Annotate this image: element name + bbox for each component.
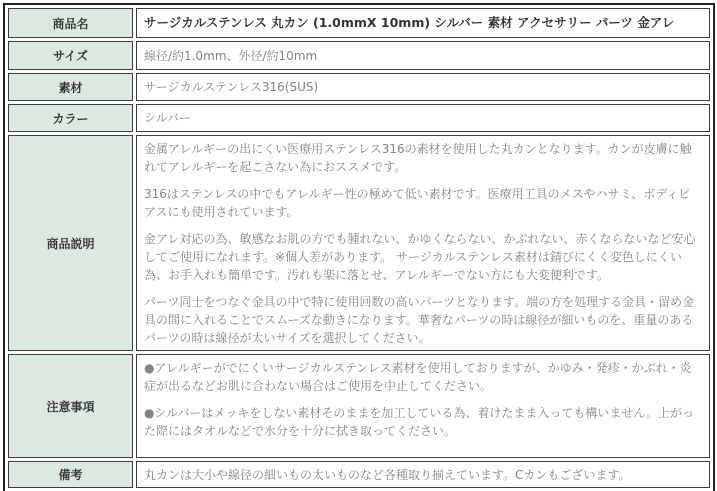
row-label-material: 素材 — [8, 73, 133, 101]
row-label-color: カラー — [8, 104, 133, 132]
remarks-value: 丸カンは大小や線径の細いもの太いものなど各種取り揃えています。Cカンもございます。 — [136, 461, 710, 488]
material-value: サージカルステンレス316(SUS) — [136, 73, 710, 101]
paragraph: ●シルバーはメッキをしない素材そのままを加工している為、着けたまま入っても構いません。上がった際にはタオルなどで水分を十分に拭き取ってください。 — [144, 406, 695, 438]
product-description-value — [136, 135, 710, 351]
size-value: 線径/約1.0mm、外径/約10mm — [136, 41, 710, 70]
row-label-product-name: 商品名 — [8, 8, 133, 38]
table-row-size — [8, 41, 710, 70]
color-value: シルバー — [136, 104, 710, 132]
paragraph: 316はステンレスの中でもアレルギー性の極めて低い素材です。医療用工具のメスやハサミ、ボディピアスにも使用されています。 — [144, 187, 691, 219]
table-row-description — [8, 135, 710, 351]
table-row-product-name — [8, 8, 710, 38]
row-label-remarks: 備考 — [8, 461, 133, 488]
paragraph: 金属アレルギーの出にくい医療用ステンレス316の素材を使用した丸カンとなります。カンが皮膚に触れてアレルギーを起こさない為におススメです。 — [144, 142, 692, 174]
paragraph: パーツ同士をつなぐ金具の中で特に使用回数の高いパーツとなります。端の方を処理する金具・留め金具の間に入れることでスムーズな動きになります。華奢なパーツの時は線径が細いものを、重量のあるパーツの時は線径が太いサイズを選択してください。 — [144, 295, 695, 345]
row-label-description: 商品説明 — [8, 135, 133, 351]
paragraph: 金アレ対応の為、敏感なお肌の方でも腫れない、かゆくならない、かぶれない、赤くならないなど安心してご使用になれます。※個人差があります。 サージカルステンレス素材は錆びにくく変色しにくい為、お手入れも簡単です。汚れも楽に落とせ、アレルギーでない方にも大変便利です。 — [144, 232, 696, 282]
row-label-notes: 注意事項 — [8, 354, 133, 458]
notes-value — [136, 354, 710, 458]
product-name-value: サージカルステンレス 丸カン (1.0mmX 10mm) シルバー 素材 アクセサリー パーツ 金アレ — [136, 8, 710, 38]
table-row-notes — [8, 354, 710, 458]
row-label-size: サイズ — [8, 41, 133, 70]
product-spec-table — [3, 3, 715, 491]
paragraph: ●アレルギーがでにくいサージカルステンレス素材を使用しておりますが、かゆみ・発疹・かぶれ・炎症が出るなどお肌に合わない場合はご使用を中止してください。 — [144, 361, 692, 393]
table-row-material — [8, 73, 710, 101]
table-row-remarks — [8, 461, 710, 488]
table-row-color — [8, 104, 710, 132]
